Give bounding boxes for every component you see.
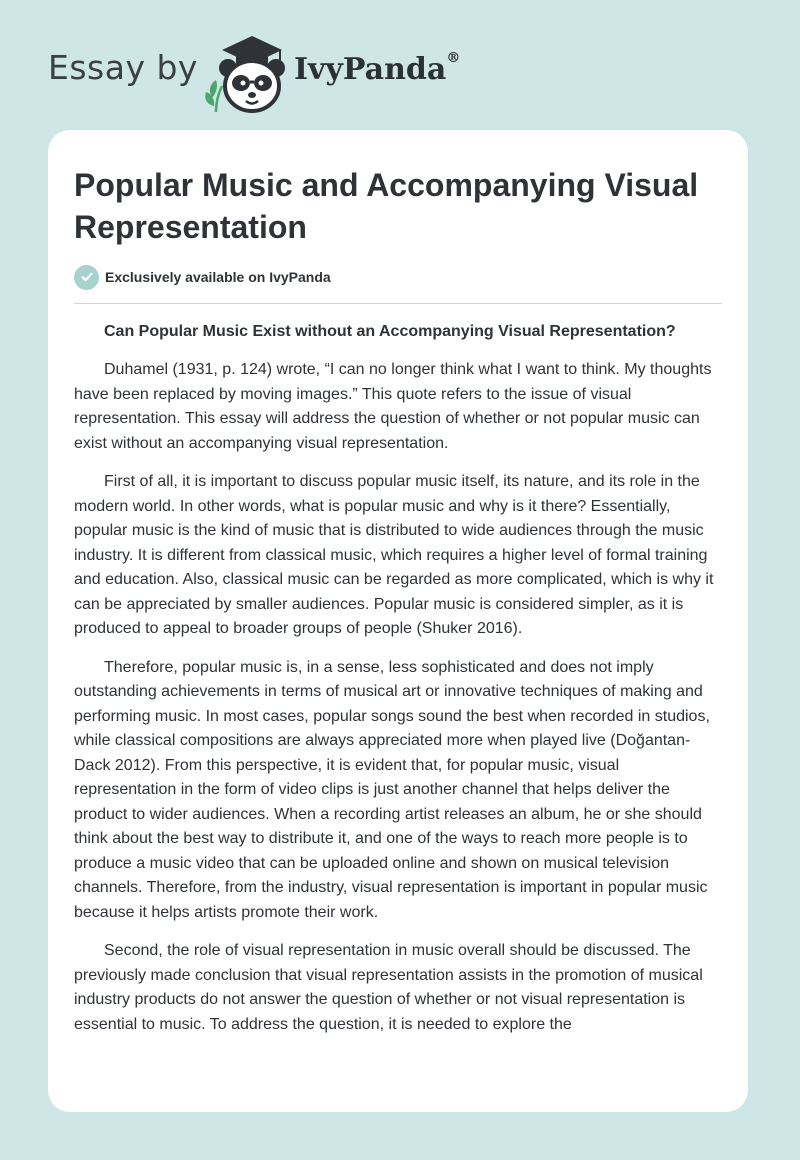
page-title: Popular Music and Accompanying Visual Representation xyxy=(74,167,699,245)
paragraph-4: Second, the role of visual representation in music overall should be discussed. The previously made conclusion that visual representation assists in the promotion of musical industry products do not answer the question of whether or not visual representation is essential to music. To address the question, it is needed to explore the xyxy=(74,942,703,1033)
divider xyxy=(74,303,722,304)
essay-card xyxy=(48,130,748,1112)
brand-name[interactable] xyxy=(294,52,460,87)
section-subheading: Can Popular Music Exist without an Accompanying Visual Representation? xyxy=(104,323,676,340)
registered-mark: ® xyxy=(446,50,461,66)
check-circle-icon xyxy=(74,265,99,290)
site-header xyxy=(48,28,548,118)
panda-graduate-logo-icon[interactable] xyxy=(200,28,292,114)
exclusive-label: Exclusively available on IvyPanda xyxy=(105,269,331,285)
paragraph-1: Duhamel (1931, p. 124) wrote, “I can no longer think what I want to think. My thoughts have been replaced by moving images.” This quote refers to the issue of visual representation. This essay will address the question of whether or not popular music can exist without an accompanying visual representation. xyxy=(74,361,712,452)
paragraph-3: Therefore, popular music is, in a sense, less sophisticated and does not imply outstanding achievements in terms of musical art or innovative techniques of making and performing music. In most cases, popular songs sound the best when recorded in studios, while classical compositions are always appreciated more when played live (Doğantan-Dack 2012). From this perspective, it is evident that, for popular music, visual representation in the form of video clips is just another channel that helps deliver the product to wider audiences. When a recording artist releases an album, he or she should think about the best way to distribute it, and one of the ways to reach more people is to produce a music video that can be uploaded online and shown on musical television channels. Therefore, from the industry, visual representation is important in popular music because it helps artists promote their work. xyxy=(74,658,710,921)
essay-body xyxy=(74,320,724,1051)
exclusive-badge xyxy=(74,264,331,290)
brand-text: IvyPanda xyxy=(294,52,447,87)
paragraph-2: First of all, it is important to discuss popular music itself, its nature, and its role in the modern world. In other words, what is popular music and why is it there? Essentially, popular music is the kind of music that is distributed to wide audiences through the music industry. It is different from classical music, which requires a higher level of formal training and education. Also, classical music can be regarded as more complicated, which is why it can be appreciated by smaller audiences. Popular music is considered simpler, as it is produced to appeal to broader groups of people (Shuker 2016). xyxy=(74,473,714,637)
essay-by-label: Essay by xyxy=(48,48,198,87)
